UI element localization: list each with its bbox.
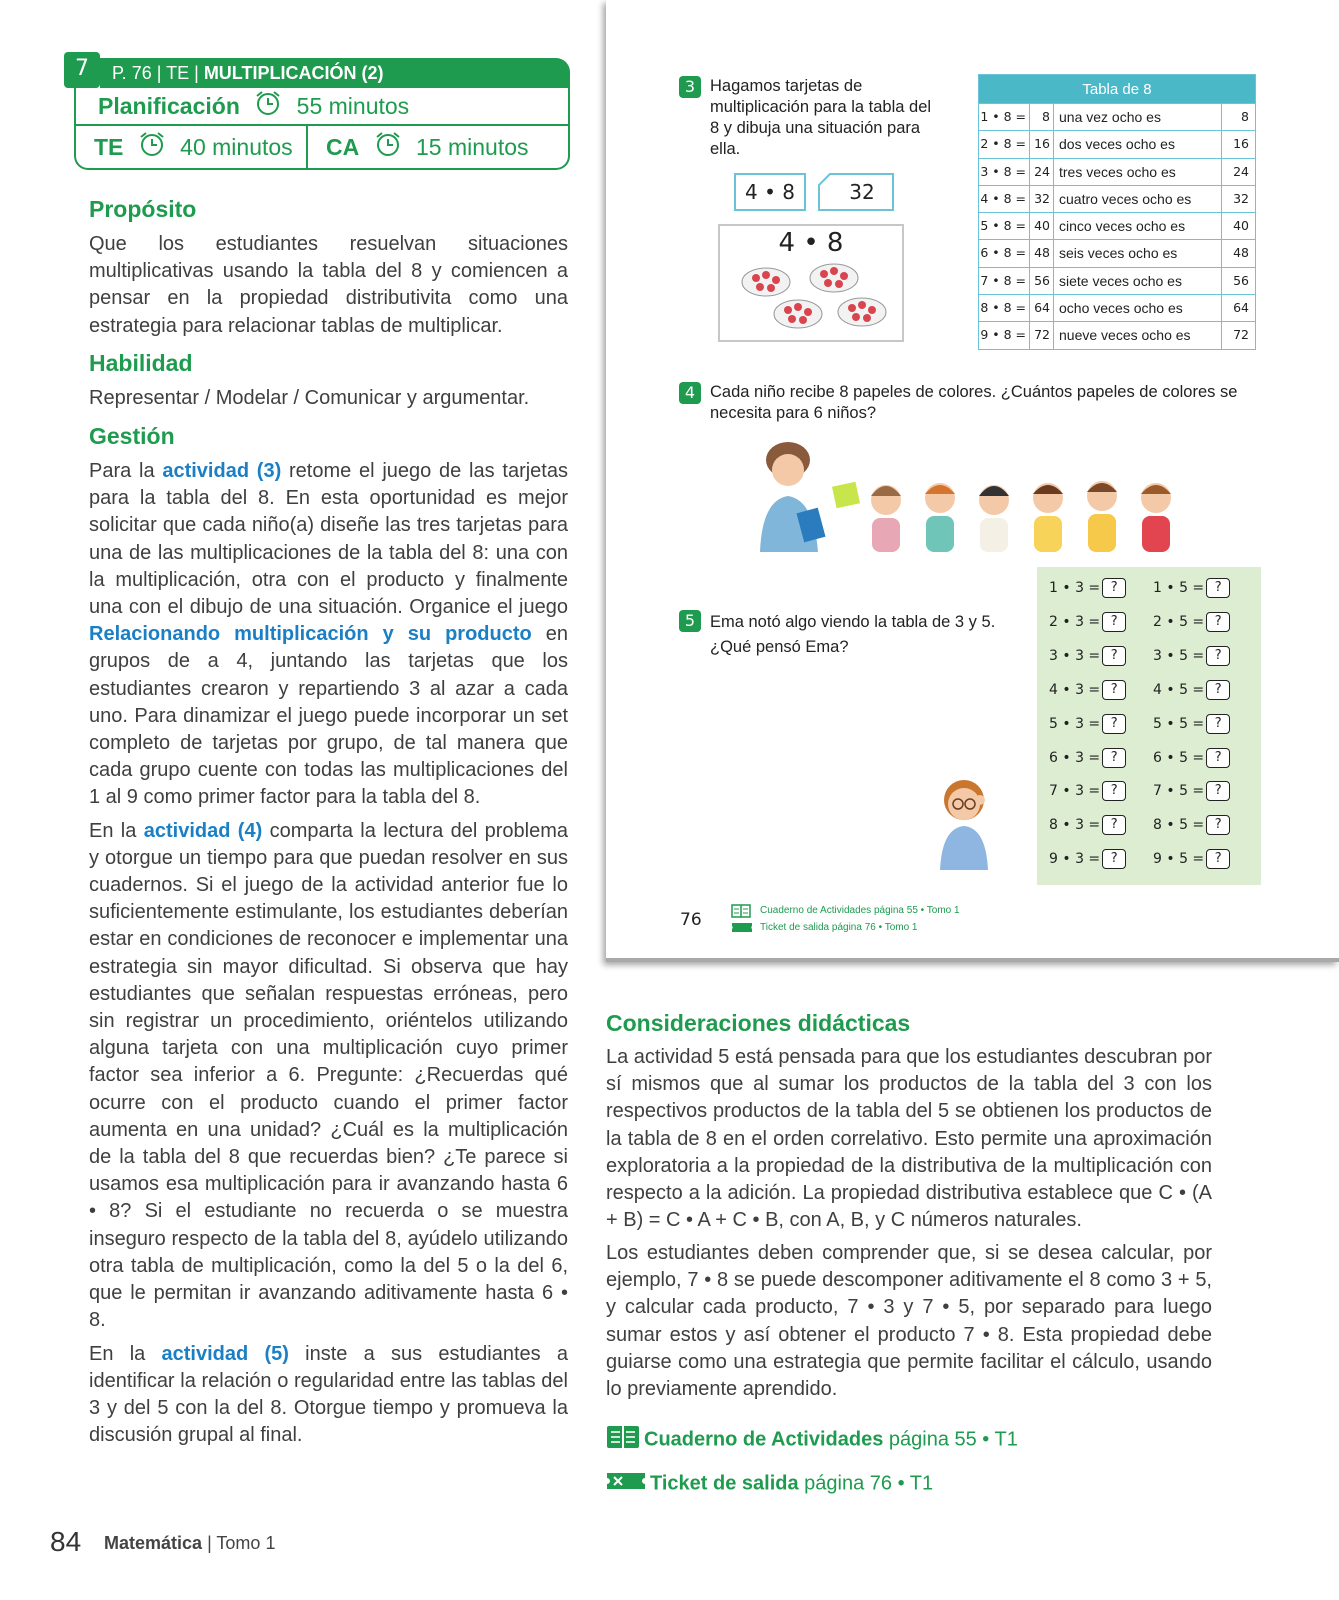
answer-box: ?: [1206, 714, 1230, 734]
row-multiplication: 1 • 8 =: [980, 109, 1026, 124]
row-words: ocho veces ocho es: [1053, 295, 1221, 321]
table-5-item: 6 • 5 = ?: [1153, 748, 1230, 768]
activity-link: actividad (3): [162, 460, 282, 482]
activity-4-number: 4: [679, 382, 701, 404]
answer-box: ?: [1206, 612, 1230, 632]
table-5-item: 2 • 5 = ?: [1153, 612, 1230, 632]
situation-card: [718, 224, 904, 342]
book-icon: [731, 904, 751, 918]
habilidad-title: Habilidad: [89, 350, 193, 376]
table-of-8-title: Tabla de 8: [979, 75, 1255, 103]
row-multiplication: 4 • 8 =: [980, 190, 1026, 206]
activity-5-text: Ema notó algo viendo la tabla de 3 y 5. ¿Qué pensó Ema?: [710, 613, 996, 656]
answer-box: ?: [1206, 815, 1230, 835]
answer-box: ?: [1206, 680, 1230, 700]
activity-link: actividad (4): [143, 819, 263, 842]
table-3-item: 5 • 3 = ?: [1049, 714, 1126, 734]
ca-label: CA: [326, 134, 360, 160]
table-3-item: 6 • 3 = ?: [1049, 748, 1126, 768]
answer-box: ?: [1206, 578, 1230, 598]
answer-box: ?: [1102, 748, 1126, 768]
row-result: 56: [1029, 268, 1053, 294]
answer-box: ?: [1206, 781, 1230, 801]
table-of-8-row: [979, 321, 1255, 348]
row-words: nueve veces ocho es: [1053, 322, 1221, 348]
row-result: 8: [1029, 104, 1053, 130]
row-words: cuatro veces ocho es: [1053, 186, 1221, 212]
table-of-8-row: [979, 158, 1255, 185]
consideraciones-paragraph-2: Los estudiantes deben comprender que, si se desea calcular, por ejemplo, 7 • 8 se puede descomponer aditivamente el 8 como 3 + 5, y calcular cada producto, 7 • 3 y 7 • 5, por separado para luego sumar estos y así obtener el producto 7 • 8. Esta propiedad debe guiarse como una estrategia que permite facilitar el cálculo, usando lo previamente aprendido.: [606, 1242, 1212, 1401]
timing-box: [74, 88, 570, 170]
alarm-clock-icon: [254, 90, 282, 126]
page-footer: Matemática | Tomo 1: [104, 1533, 276, 1553]
page-ref: P. 76: [112, 63, 152, 83]
row-result: 16: [1029, 131, 1053, 157]
row-words: seis veces ocho es: [1053, 240, 1221, 266]
plates-with-fruit-illustration: [738, 262, 888, 336]
gestion-paragraph-3: En la actividad (5) inste a sus estudiantes a identificar la relación o regularidad entre las tablas del 3 y del 5 con la del 8. Otorgue tiempo y promueva la discusión grupal al final.: [89, 1342, 568, 1447]
product-card: 32: [849, 180, 875, 204]
table-of-8-row: [979, 267, 1255, 294]
cuaderno-page: página 55 • T1: [883, 1428, 1018, 1451]
answer-box: ?: [1102, 646, 1126, 666]
consideraciones-title: Consideraciones didácticas: [606, 1010, 911, 1036]
row-result: 32: [1029, 186, 1053, 212]
gestion-paragraph-2: En la actividad (4) comparta la lectura del problema y otorgue un tiempo para que puedan resolver en sus cuadernos. Si el juego de la actividad anterior fue lo suficientemente estimulante, los estudiantes deberían estar en condiciones de reconocer e implementar una estrategia sin mayor dificultad. Si observa que hay estudiantes que señalan respuestas erróneas, pero sin registrar un procedimiento, oriéntelos utilizando alguna tarjeta con una multiplicación cuyo primer factor sea inferior a 6. Pregunte: ¿Recuerdas qué ocurre con el producto cuando el primer factor aumenta en una unidad? ¿Cuál es la multiplicación de la tabla del 8 que recuerdas bien? ¿Te parece si usamos esa multiplicación para ir avanzando hasta 6 • 8? Si el estudiante no recuerda o se muestra inseguro respecto de la tabla del 8, ayúdelo utilizando otra tabla de multiplicación, como la del 5 o la del 6, que le permitan ir avanzando aditivamente hasta 6 • 8.: [89, 819, 568, 1332]
row-multiplication: 3 • 8 =: [980, 163, 1026, 179]
lesson-header-bar: P. 76 | TE | MULTIPLICACIÓN (2): [100, 58, 570, 88]
table-of-8-row: [979, 103, 1255, 130]
planning-row: [76, 88, 568, 126]
table-5-item: 3 • 5 = ?: [1153, 646, 1230, 666]
row-value: 40: [1221, 213, 1255, 239]
activity-3-number: 3: [679, 76, 701, 98]
answer-box: ?: [1102, 680, 1126, 700]
table-3-item: 1 • 3 = ?: [1049, 578, 1126, 598]
table-of-8-row: [979, 294, 1255, 321]
answer-box: ?: [1102, 781, 1126, 801]
gestion-paragraph-1: Para la actividad (3) retome el juego de las tarjetas para la tabla del 8. En esta oportunidad es mejor solicitar que cada niño(a) diseñe las tres tarjetas para una de las multiplicaciones de la tabla del 8: una con la multiplicación, otra con el producto y finalmente una con el dibujo de una situación. Organice el juego Relacionando multiplicación y su producto en grupos de a 4, juntando las tarjetas que los estudiantes crearon y repartiendo 3 al azar a cada uno. Para dinamizar el juego puede incorporar un set completo de tarjetas por grupo, de tal manera que cada grupo cuente con todas las multiplicaciones del 1 al 9 como primer factor para la tabla del 8.: [89, 460, 569, 809]
table-of-8-row: [979, 130, 1255, 157]
row-multiplication: 8 • 8 =: [980, 300, 1026, 316]
te-time: 40 minutos: [180, 134, 293, 160]
table-5-item: 1 • 5 = ?: [1153, 578, 1230, 598]
ca-time: 15 minutos: [416, 134, 529, 160]
row-words: cinco veces ocho es: [1053, 213, 1221, 239]
row-value: 32: [1221, 186, 1255, 212]
row-value: 8: [1221, 104, 1255, 130]
row-words: tres veces ocho es: [1053, 159, 1221, 185]
ticket-icon: [606, 1470, 646, 1498]
answer-box: ?: [1102, 815, 1126, 835]
girl-ema-illustration: [928, 770, 1000, 870]
table-3-item: 4 • 3 = ?: [1049, 680, 1126, 700]
row-result: 72: [1029, 322, 1053, 348]
proposito-text: Que los estudiantes resuelvan situaciones multiplicativas usando la tabla del 8 y comiencen a pensar en la propiedad distributivita como una estrategia para relacionar tablas de multiplicar.: [89, 233, 568, 337]
footer-volume: Tomo 1: [216, 1533, 276, 1553]
student-page-number: 76: [680, 910, 702, 930]
answer-box: ?: [1102, 714, 1126, 734]
table-5-item: 8 • 5 = ?: [1153, 815, 1230, 835]
lesson-number: 7: [64, 52, 100, 88]
gestion-title: Gestión: [89, 423, 175, 449]
type-ref: TE: [166, 63, 190, 83]
row-words: dos veces ocho es: [1053, 131, 1221, 157]
student-page-ticket-ref: Ticket de salida página 76 • Tomo 1: [760, 922, 918, 933]
table-3-item: 8 • 3 = ?: [1049, 815, 1126, 835]
row-value: 64: [1221, 295, 1255, 321]
table-5-item: 5 • 5 = ?: [1153, 714, 1230, 734]
answer-box: ?: [1102, 578, 1126, 598]
planning-label: Planificación: [98, 93, 240, 119]
answer-box: ?: [1206, 849, 1230, 869]
page-number: 84: [50, 1526, 82, 1557]
situation-card-label: 4 • 8: [778, 228, 844, 258]
table-5-item: 4 • 5 = ?: [1153, 680, 1230, 700]
answer-box: ?: [1206, 748, 1230, 768]
consideraciones-paragraph-1: La actividad 5 está pensada para que los estudiantes descubran por sí mismos que al sumar los productos de la tabla del 3 con los respectivos productos de la tabla del 5 se obtienen los productos de la tabla de 8 en el orden correlativo. Esto permite una aproximación exploratoria a la propiedad de la distributiva de la multiplicación con respecto a la adición. La propiedad distributiva establece que C • (A + B) = C • A + C • B, con A, B, y C números naturales.: [606, 1046, 1212, 1232]
row-result: 48: [1029, 240, 1053, 266]
te-label: TE: [94, 134, 124, 160]
table-5-item: 9 • 5 = ?: [1153, 849, 1230, 869]
cuaderno-reference: [606, 1424, 1018, 1456]
answer-box: ?: [1102, 612, 1126, 632]
gestion-section: [89, 423, 568, 1449]
table-of-8-row: [979, 239, 1255, 266]
teacher-and-children-illustration: [752, 440, 1212, 552]
cuaderno-label: Cuaderno de Actividades: [644, 1428, 884, 1451]
alarm-clock-icon: [138, 128, 166, 170]
ticket-reference: [606, 1470, 933, 1498]
answer-box: ?: [1102, 849, 1126, 869]
te-timing: [76, 126, 293, 168]
proposito-section: [89, 196, 568, 340]
row-words: una vez ocho es: [1053, 104, 1221, 130]
row-multiplication: 9 • 8 =: [980, 327, 1026, 343]
footer-subject: Matemática: [104, 1533, 203, 1553]
row-multiplication: 5 • 8 =: [980, 218, 1026, 234]
answer-box: ?: [1206, 646, 1230, 666]
activity-5-number: 5: [679, 610, 701, 632]
table-3-item: 3 • 3 = ?: [1049, 646, 1126, 666]
row-result: 64: [1029, 295, 1053, 321]
alarm-clock-icon: [374, 128, 402, 170]
row-result: 40: [1029, 213, 1053, 239]
ticket-icon: [731, 921, 753, 933]
habilidad-section: [89, 350, 568, 412]
planning-time: 55 minutos: [296, 93, 410, 119]
row-multiplication: 6 • 8 =: [980, 245, 1026, 261]
row-value: 48: [1221, 240, 1255, 266]
row-value: 16: [1221, 131, 1255, 157]
table-3-item: 7 • 3 = ?: [1049, 781, 1126, 801]
row-value: 56: [1221, 268, 1255, 294]
row-multiplication: 2 • 8 =: [980, 136, 1026, 152]
row-result: 24: [1029, 159, 1053, 185]
game-name: Relacionando multiplicación y su producto: [89, 623, 532, 646]
table-3-item: 9 • 3 = ?: [1049, 849, 1126, 869]
student-page-cuaderno-ref: Cuaderno de Actividades página 55 • Tomo 1: [760, 905, 960, 916]
table-of-8-row: [979, 212, 1255, 239]
ticket-label: Ticket de salida: [650, 1472, 799, 1495]
habilidad-text: Representar / Modelar / Comunicar y argumentar.: [89, 387, 530, 409]
ca-timing: [306, 126, 529, 168]
ticket-page: página 76 • T1: [798, 1472, 934, 1495]
table-of-8-row: [979, 185, 1255, 212]
table-of-8: [978, 74, 1256, 350]
multiplication-card: 4 • 8: [734, 173, 806, 211]
row-multiplication: 7 • 8 =: [980, 272, 1026, 288]
table-5-item: 7 • 5 = ?: [1153, 781, 1230, 801]
row-words: siete veces ocho es: [1053, 268, 1221, 294]
lesson-topic: MULTIPLICACIÓN (2): [203, 63, 384, 83]
row-value: 72: [1221, 322, 1255, 348]
table-3-item: 2 • 3 = ?: [1049, 612, 1126, 632]
activity-4-text: Cada niño recibe 8 papeles de colores. ¿Cuántos papeles de colores se necesita para 6 niños?: [710, 383, 1238, 422]
activity-link: actividad (5): [161, 1342, 289, 1365]
proposito-title: Propósito: [89, 196, 197, 222]
open-book-icon: [606, 1424, 640, 1456]
activity-3-text: Hagamos tarjetas de multiplicación para la tabla del 8 y dibuja una situación para ella.: [710, 77, 932, 158]
row-value: 24: [1221, 159, 1255, 185]
